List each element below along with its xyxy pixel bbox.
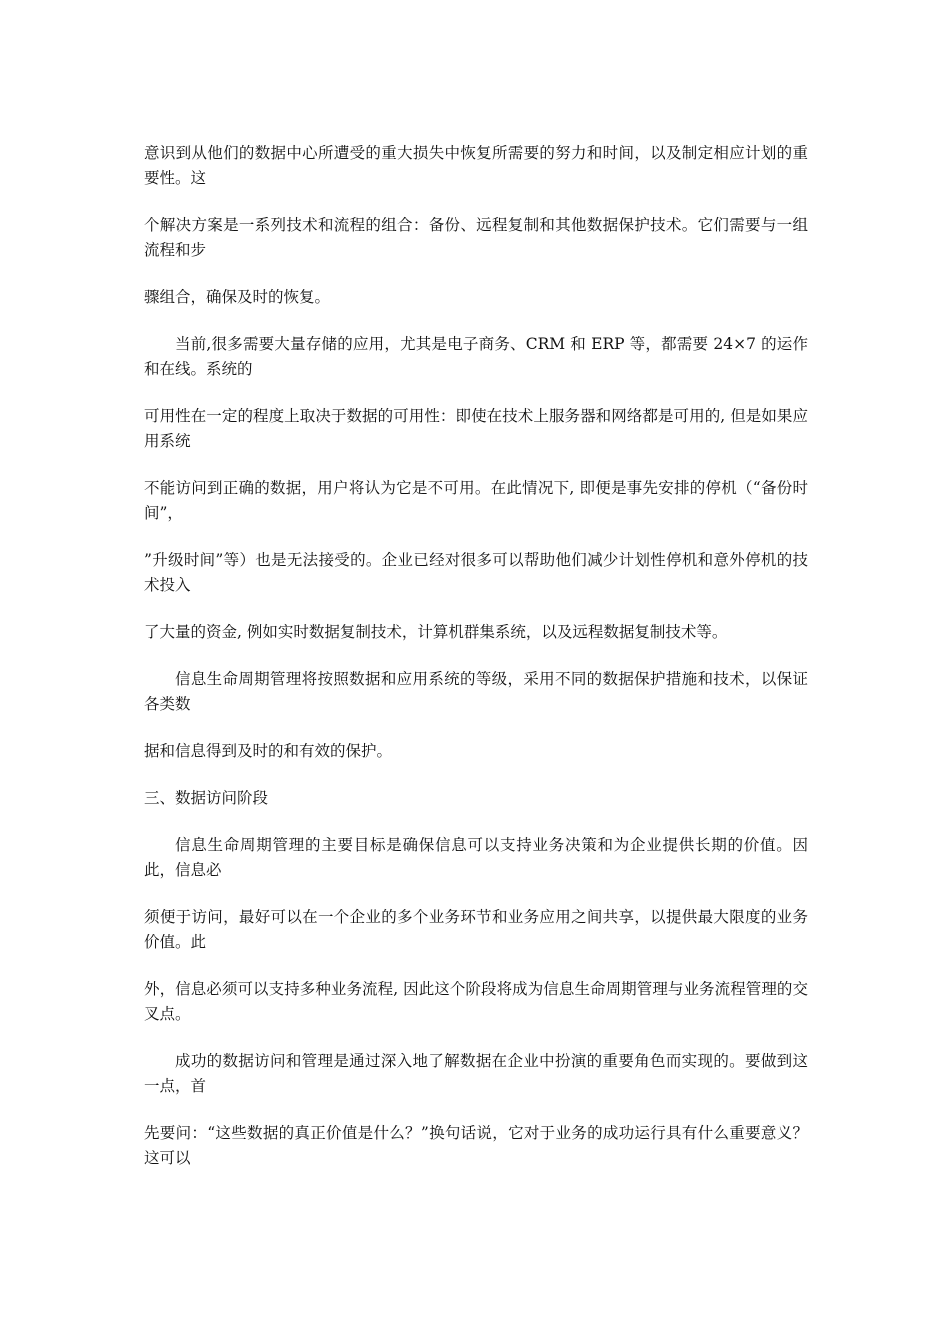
paragraph-4: 当前,很多需要大量存储的应用，尤其是电子商务、CRM 和 ERP 等，都需要 24×7 的运作和在线。系统的	[144, 335, 808, 378]
paragraph-16: 先要问：“这些数据的真正价值是什么？”换句话说，它对于业务的成功运行具有什么重要意义？这可以	[144, 1124, 808, 1167]
paragraph-15: 成功的数据访问和管理是通过深入地了解数据在企业中扮演的重要角色而实现的。要做到这一点，首	[144, 1052, 808, 1095]
paragraph-3: 骤组合，确保及时的恢复。	[144, 288, 331, 306]
section-heading: 三、数据访问阶段	[144, 789, 269, 807]
paragraph-2: 个解决方案是一系列技术和流程的组合：备份、远程复制和其他数据保护技术。它们需要与一组流程和步	[144, 216, 808, 259]
paragraph-14: 外，信息必须可以支持多种业务流程, 因此这个阶段将成为信息生命周期管理与业务流程管理的交叉点。	[144, 980, 808, 1023]
paragraph-5: 可用性在一定的程度上取决于数据的可用性：即使在技术上服务器和网络都是可用的, 但是如果应用系统	[144, 407, 808, 450]
paragraph-1: 意识到从他们的数据中心所遭受的重大损失中恢复所需要的努力和时间，以及制定相应计划的重要性。这	[144, 144, 808, 187]
paragraph-12: 信息生命周期管理的主要目标是确保信息可以支持业务决策和为企业提供长期的价值。因此，信息必	[144, 836, 808, 879]
paragraph-8: 了大量的资金, 例如实时数据复制技术，计算机群集系统，以及远程数据复制技术等。	[144, 623, 728, 641]
paragraph-7: ”升级时间”等）也是无法接受的。企业已经对很多可以帮助他们减少计划性停机和意外停机的技术投入	[144, 551, 808, 594]
paragraph-13: 须便于访问，最好可以在一个企业的多个业务环节和业务应用之间共享，以提供最大限度的业务价值。此	[144, 908, 808, 951]
paragraph-6: 不能访问到正确的数据，用户将认为它是不可用。在此情况下, 即便是事先安排的停机（“备份时间”，	[144, 479, 808, 522]
document-body	[144, 141, 808, 1193]
paragraph-10: 据和信息得到及时的和有效的保护。	[144, 742, 393, 760]
paragraph-9: 信息生命周期管理将按照数据和应用系统的等级，采用不同的数据保护措施和技术，以保证各类数	[144, 670, 808, 713]
